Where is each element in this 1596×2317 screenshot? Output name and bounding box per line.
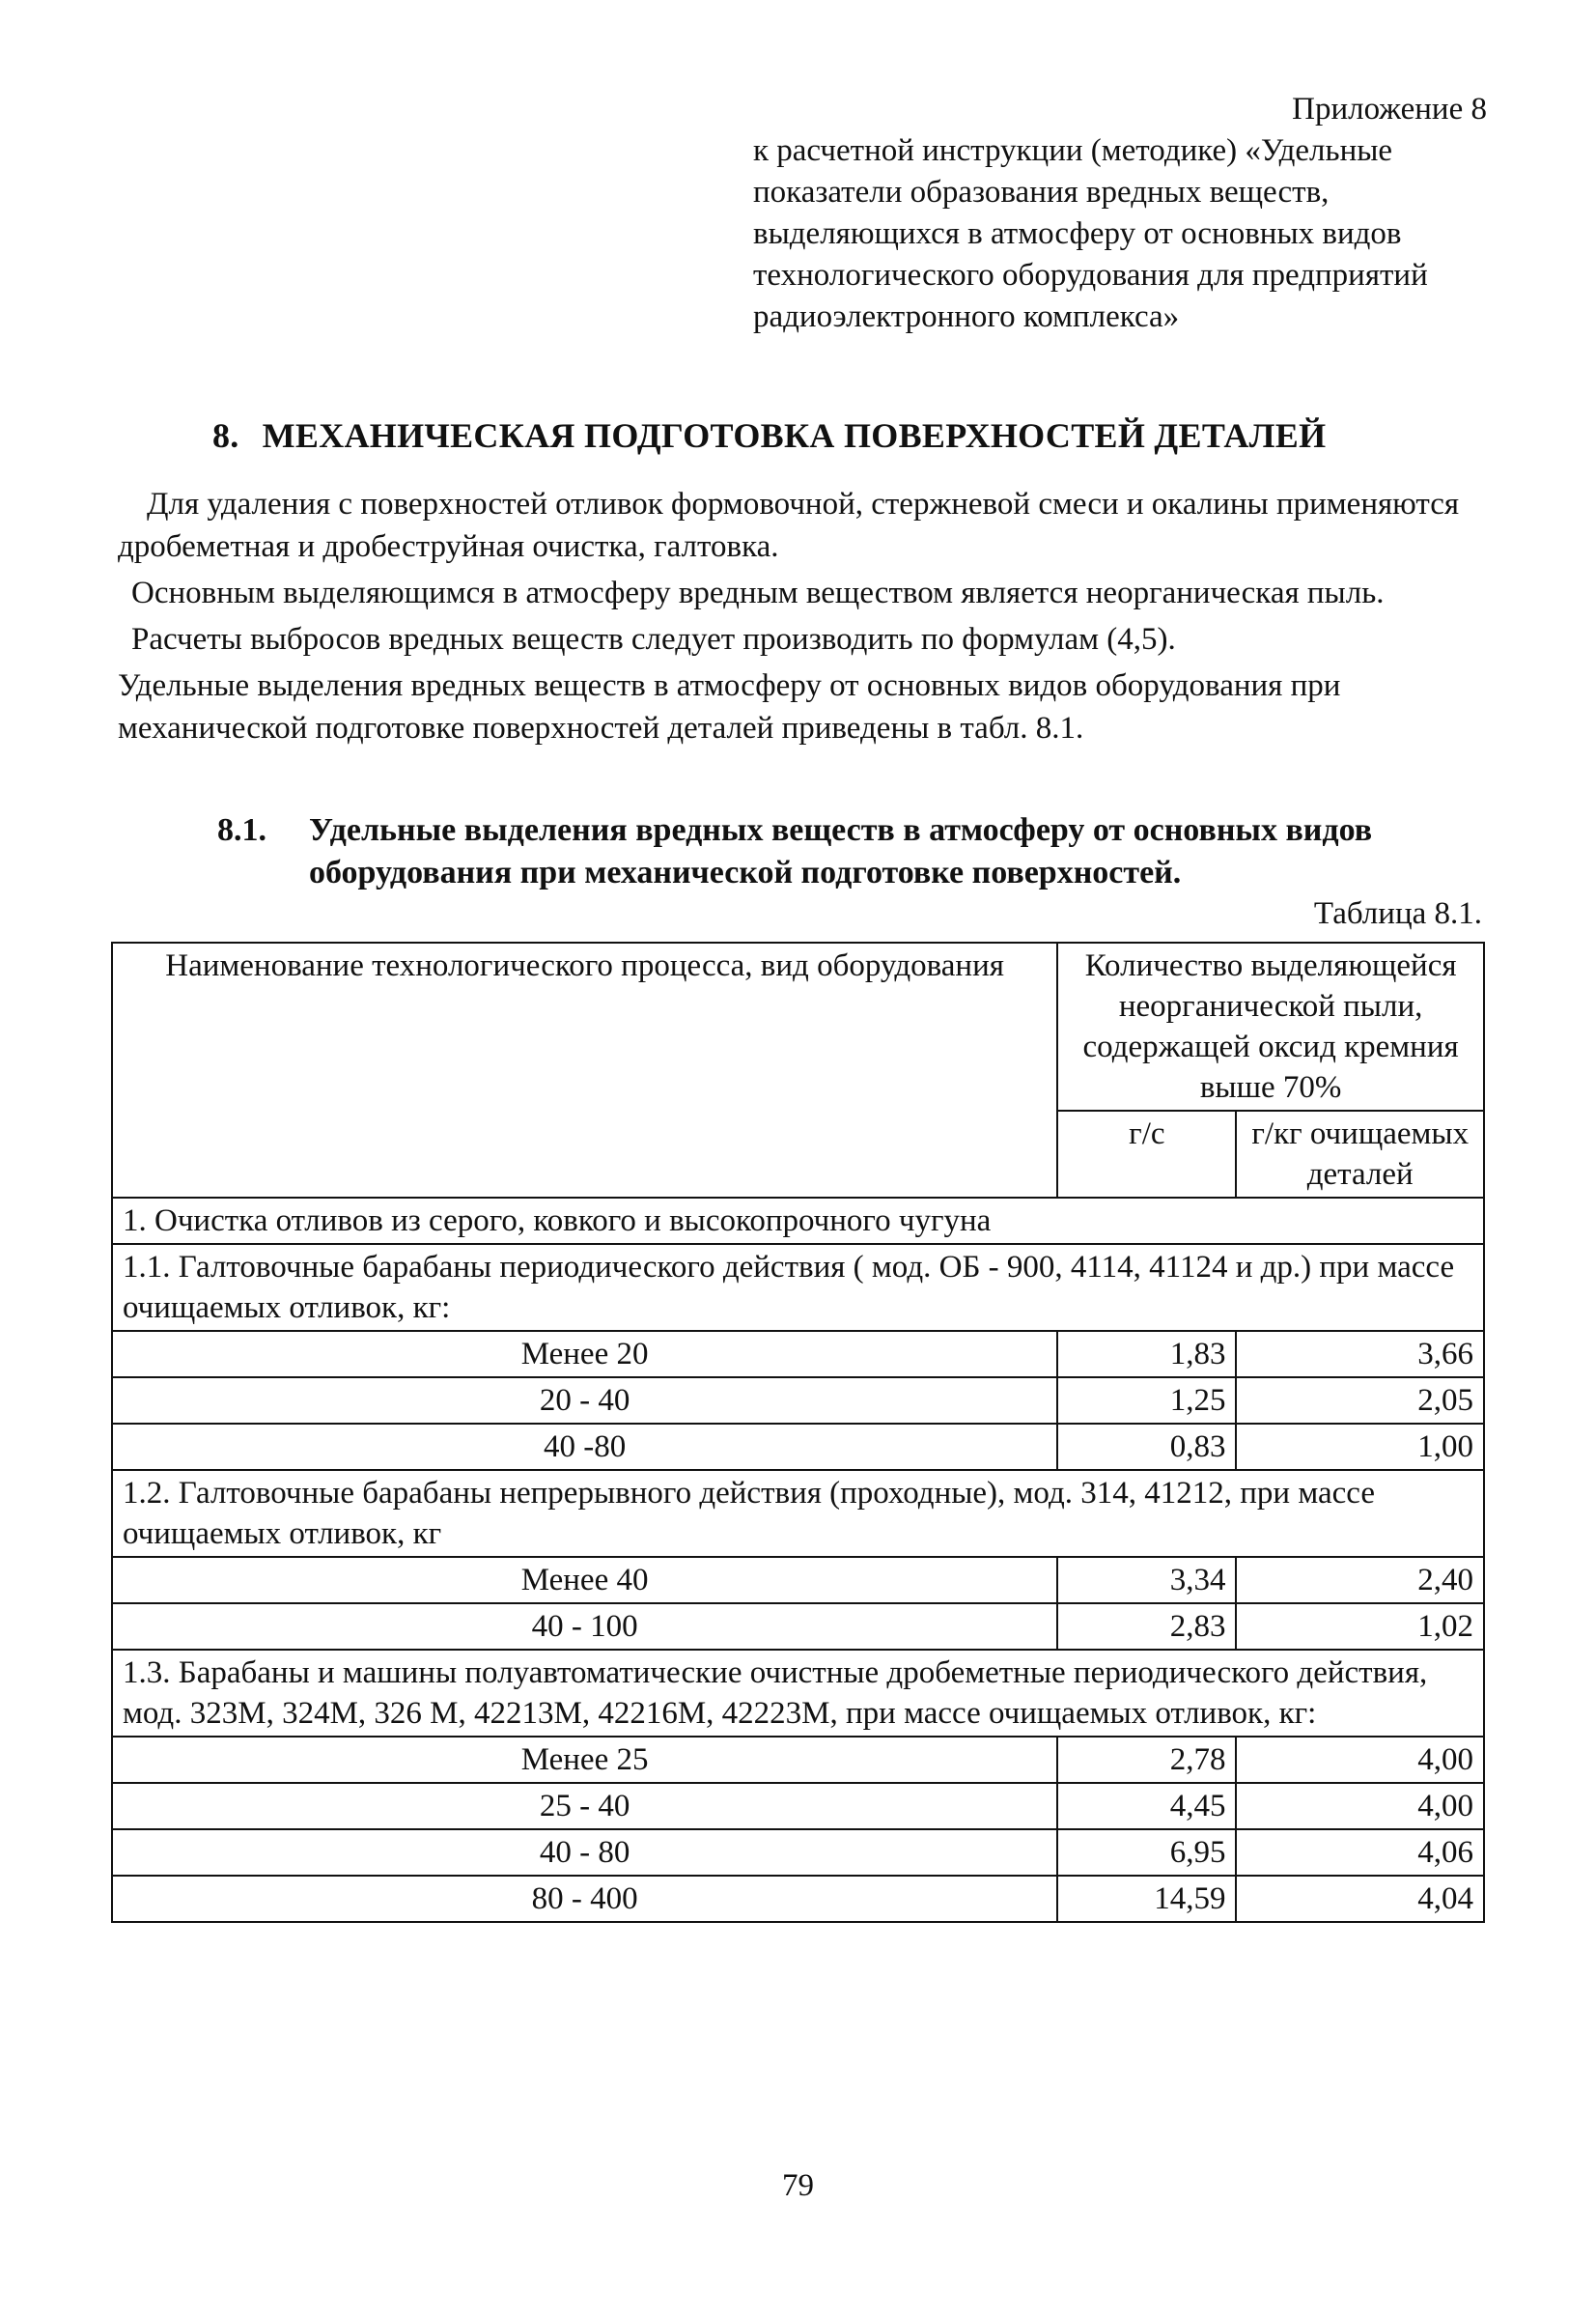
row-gs: 1,25 xyxy=(1057,1377,1236,1424)
row-mass: 80 - 400 xyxy=(112,1876,1057,1922)
row-mass: 40 - 80 xyxy=(112,1829,1057,1876)
row-gs: 6,95 xyxy=(1057,1829,1236,1876)
intro-paragraphs xyxy=(118,483,1489,753)
paragraph: Расчеты выбросов вредных веществ следует производить по формулам (4,5). xyxy=(131,622,1176,657)
group-2-title: 1.2. Галтовочные барабаны непрерывного действия (проходные), мод. 314, 41212, при массе очищаемых отливок, кг xyxy=(112,1470,1484,1557)
section-heading xyxy=(212,415,1468,456)
row-gs: 2,83 xyxy=(1057,1603,1236,1650)
subsection-title: Удельные выделения вредных веществ в атмосферу от основных видов оборудования при механической подготовке поверхностей. xyxy=(309,812,1373,890)
table-group-row xyxy=(112,1244,1484,1331)
row-mass: 25 - 40 xyxy=(112,1783,1057,1829)
row-gkg: 1,00 xyxy=(1236,1424,1484,1470)
row-gs: 1,83 xyxy=(1057,1331,1236,1377)
table-label: Таблица 8.1. xyxy=(1313,896,1482,931)
section-title: МЕХАНИЧЕСКАЯ ПОДГОТОВКА ПОВЕРХНОСТЕЙ ДЕТАЛЕЙ xyxy=(262,416,1327,455)
table-row xyxy=(112,1783,1484,1829)
annex-header xyxy=(753,89,1487,338)
subsection-number: 8.1. xyxy=(217,812,266,848)
row-gkg: 4,06 xyxy=(1236,1829,1484,1876)
unit-gs: г/с xyxy=(1057,1111,1236,1198)
paragraph: Удельные выделения вредных веществ в атмосферу от основных видов оборудования при механической подготовке поверхностей деталей приведены в табл. 8.1. xyxy=(118,668,1341,746)
emissions-table xyxy=(111,942,1485,1923)
row-gkg: 3,66 xyxy=(1236,1331,1484,1377)
row-gkg: 4,00 xyxy=(1236,1783,1484,1829)
table-header-row xyxy=(112,943,1484,1111)
row-gs: 4,45 xyxy=(1057,1783,1236,1829)
row-gs: 0,83 xyxy=(1057,1424,1236,1470)
row-mass: Менее 25 xyxy=(112,1737,1057,1783)
header-quantity: Количество выделяющейся неорганической пыли, содержащей оксид кремния выше 70% xyxy=(1057,943,1484,1111)
row-gkg: 4,00 xyxy=(1236,1737,1484,1783)
annex-reference: к расчетной инструкции (методике) «Удельные показатели образования вредных веществ, выделяющихся в атмосферу от основных видов технологического оборудования для предприятий радиоэлектронного комплекса» xyxy=(753,133,1428,334)
group-3-title: 1.3. Барабаны и машины полуавтоматические очистные дробеметные периодического действия, мод. 323М, 324М, 326 М, 42213М, 42216М, 42223М, при массе очищаемых отливок, кг: xyxy=(112,1650,1484,1737)
table-row xyxy=(112,1876,1484,1922)
row-gs: 14,59 xyxy=(1057,1876,1236,1922)
row-gkg: 4,04 xyxy=(1236,1876,1484,1922)
header-process: Наименование технологического процесса, вид оборудования xyxy=(112,943,1057,1198)
row-mass: Менее 20 xyxy=(112,1331,1057,1377)
row-gkg: 1,02 xyxy=(1236,1603,1484,1650)
table-group-row xyxy=(112,1470,1484,1557)
table-row xyxy=(112,1424,1484,1470)
page-number: 79 xyxy=(782,2168,814,2203)
row-gs: 3,34 xyxy=(1057,1557,1236,1603)
row-gs: 2,78 xyxy=(1057,1737,1236,1783)
table-row xyxy=(112,1557,1484,1603)
table-row xyxy=(112,1603,1484,1650)
table-row xyxy=(112,1829,1484,1876)
table-row xyxy=(112,1737,1484,1783)
table-row xyxy=(112,1331,1484,1377)
table-row xyxy=(112,1377,1484,1424)
table-group-row xyxy=(112,1650,1484,1737)
section-1-title: 1. Очистка отливов из серого, ковкого и высокопрочного чугуна xyxy=(112,1198,1484,1244)
section-number: 8. xyxy=(212,416,239,455)
row-mass: Менее 40 xyxy=(112,1557,1057,1603)
row-mass: 20 - 40 xyxy=(112,1377,1057,1424)
row-mass: 40 - 100 xyxy=(112,1603,1057,1650)
unit-gkg: г/кг очищаемых деталей xyxy=(1236,1111,1484,1198)
subsection-heading xyxy=(217,809,1463,894)
row-gkg: 2,05 xyxy=(1236,1377,1484,1424)
row-gkg: 2,40 xyxy=(1236,1557,1484,1603)
group-1-title: 1.1. Галтовочные барабаны периодического действия ( мод. ОБ - 900, 4114, 41124 и др.) при массе очищаемых отливок, кг: xyxy=(112,1244,1484,1331)
paragraph: Основным выделяющимся в атмосферу вредным веществом является неорганическая пыль. xyxy=(131,576,1385,610)
row-mass: 40 -80 xyxy=(112,1424,1057,1470)
paragraph: Для удаления с поверхностей отливок формовочной, стержневой смеси и окалины применяются дробеметная и дробеструйная очистка, галтовка. xyxy=(118,487,1460,564)
annex-title: Приложение 8 xyxy=(1292,92,1487,127)
table-section-row xyxy=(112,1198,1484,1244)
